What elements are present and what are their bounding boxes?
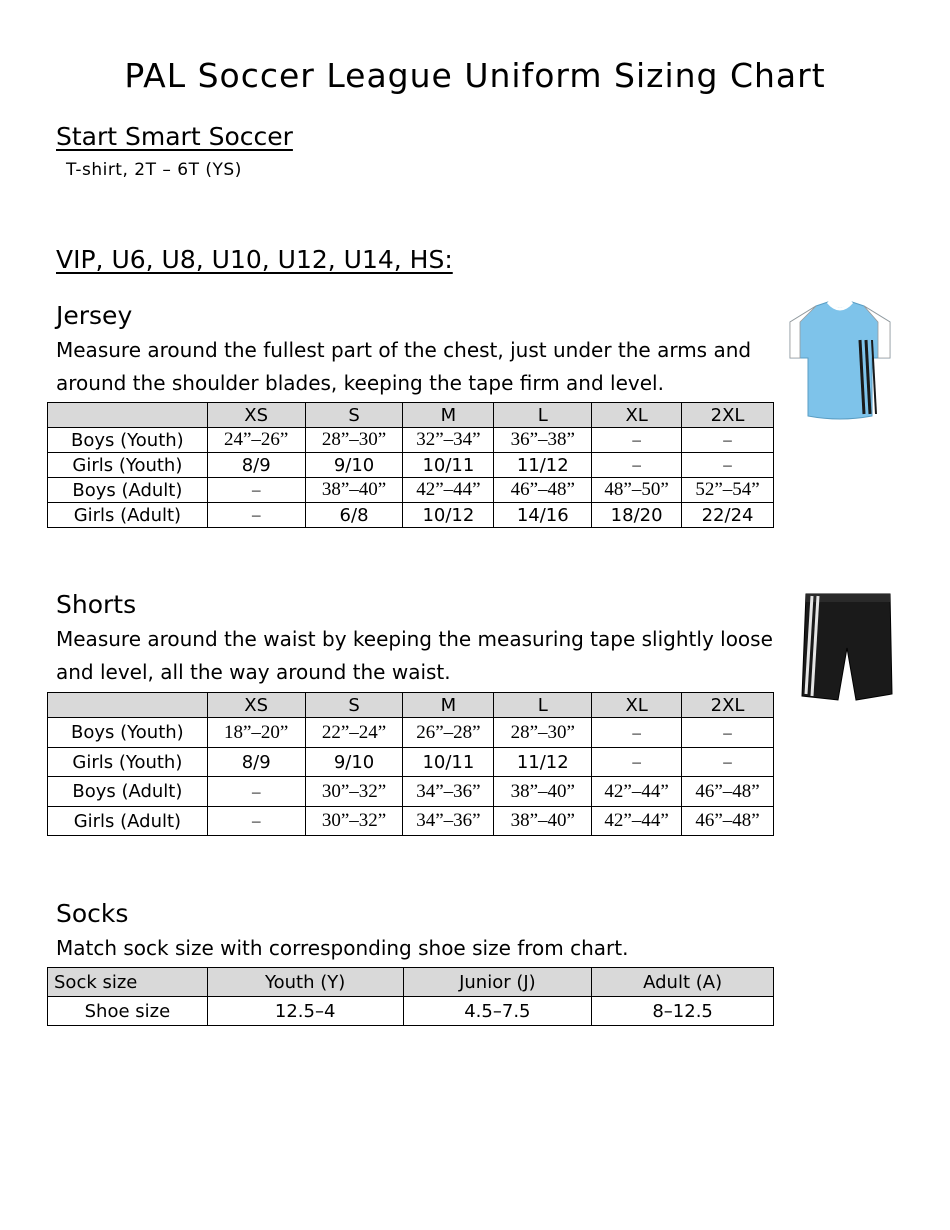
header-cell: L — [494, 693, 592, 718]
table-cell: – — [592, 453, 682, 478]
table-cell: 18”–20” — [207, 718, 305, 748]
shorts-header-row — [48, 693, 774, 718]
table-row — [48, 997, 774, 1026]
jersey-header-row — [48, 403, 774, 428]
table-cell: 42”–44” — [592, 807, 682, 836]
shorts-heading: Shorts — [56, 590, 137, 619]
table-cell: 10/12 — [403, 503, 494, 528]
socks-header-row — [48, 968, 774, 997]
table-cell: – — [207, 807, 305, 836]
row-label: Boys (Adult) — [48, 478, 208, 503]
page-title: PAL Soccer League Uniform Sizing Chart — [124, 56, 826, 95]
table-cell: 48”–50” — [592, 478, 682, 503]
table-row — [48, 503, 774, 528]
table-cell: 22”–24” — [305, 718, 403, 748]
header-cell: Sock size — [48, 968, 208, 997]
header-cell: XS — [207, 693, 305, 718]
table-cell: – — [682, 718, 774, 748]
table-cell: – — [682, 453, 774, 478]
header-cell: M — [403, 403, 494, 428]
table-cell: 9/10 — [305, 453, 403, 478]
table-cell: 14/16 — [494, 503, 592, 528]
table-cell: 52”–54” — [682, 478, 774, 503]
table-cell: 34”–36” — [403, 807, 494, 836]
row-label: Girls (Youth) — [48, 453, 208, 478]
start-smart-subtitle: T-shirt, 2T – 6T (YS) — [66, 160, 242, 180]
table-cell: 28”–30” — [494, 718, 592, 748]
shorts-description: Measure around the waist by keeping the measuring tape slightly loose and level, all the way around the waist. — [56, 627, 773, 684]
table-cell: 10/11 — [403, 748, 494, 777]
header-cell — [48, 693, 208, 718]
row-label: Boys (Youth) — [48, 718, 208, 748]
row-label: Boys (Adult) — [48, 777, 208, 807]
table-cell: 46”–48” — [682, 777, 774, 807]
row-label: Shoe size — [48, 997, 208, 1026]
table-cell: – — [592, 748, 682, 777]
table-cell: – — [592, 428, 682, 453]
table-cell: – — [207, 478, 305, 503]
table-cell: – — [592, 718, 682, 748]
header-cell — [48, 403, 208, 428]
header-cell: L — [494, 403, 592, 428]
table-row — [48, 807, 774, 836]
jersey-description: Measure around the fullest part of the chest, just under the arms and around the shoulder blades, keeping the tape firm and level. — [56, 338, 752, 395]
table-cell: 8/9 — [207, 748, 305, 777]
table-cell: 30”–32” — [305, 807, 403, 836]
table-cell: 22/24 — [682, 503, 774, 528]
header-cell: 2XL — [682, 403, 774, 428]
table-cell: 36”–38” — [494, 428, 592, 453]
table-cell: 24”–26” — [207, 428, 305, 453]
table-cell: 9/10 — [305, 748, 403, 777]
table-cell: 8/9 — [207, 453, 305, 478]
table-row — [48, 478, 774, 503]
table-row — [48, 428, 774, 453]
table-cell: 18/20 — [592, 503, 682, 528]
table-cell: – — [682, 748, 774, 777]
jersey-size-table — [47, 402, 774, 528]
row-label: Boys (Youth) — [48, 428, 208, 453]
jersey-image — [786, 300, 894, 422]
table-cell: 11/12 — [494, 453, 592, 478]
table-cell: 38”–40” — [494, 807, 592, 836]
header-cell: 2XL — [682, 693, 774, 718]
table-cell: – — [682, 428, 774, 453]
row-label: Girls (Youth) — [48, 748, 208, 777]
table-cell: 26”–28” — [403, 718, 494, 748]
socks-size-table — [47, 967, 774, 1026]
header-cell: XL — [592, 403, 682, 428]
table-cell: 38”–40” — [494, 777, 592, 807]
header-cell: Adult (A) — [592, 968, 774, 997]
table-cell: 8–12.5 — [592, 997, 774, 1026]
jersey-heading: Jersey — [56, 301, 133, 330]
header-cell: S — [305, 693, 403, 718]
table-cell: 28”–30” — [305, 428, 403, 453]
table-cell: 11/12 — [494, 748, 592, 777]
header-cell: M — [403, 693, 494, 718]
table-cell: – — [207, 777, 305, 807]
start-smart-heading: Start Smart Soccer — [56, 122, 293, 151]
table-row — [48, 453, 774, 478]
table-cell: 46”–48” — [682, 807, 774, 836]
shorts-image — [800, 590, 894, 706]
table-cell: – — [207, 503, 305, 528]
table-row — [48, 777, 774, 807]
socks-heading: Socks — [56, 899, 129, 928]
table-row — [48, 718, 774, 748]
table-cell: 32”–34” — [403, 428, 494, 453]
table-cell: 42”–44” — [403, 478, 494, 503]
header-cell: XS — [207, 403, 305, 428]
row-label: Girls (Adult) — [48, 503, 208, 528]
table-cell: 30”–32” — [305, 777, 403, 807]
header-cell: S — [305, 403, 403, 428]
table-cell: 46”–48” — [494, 478, 592, 503]
table-row — [48, 748, 774, 777]
divisions-heading: VIP, U6, U8, U10, U12, U14, HS: — [56, 245, 453, 274]
header-cell: Junior (J) — [403, 968, 592, 997]
table-cell: 10/11 — [403, 453, 494, 478]
table-cell: 42”–44” — [592, 777, 682, 807]
shorts-size-table — [47, 692, 774, 836]
table-cell: 12.5–4 — [207, 997, 403, 1026]
table-cell: 34”–36” — [403, 777, 494, 807]
header-cell: Youth (Y) — [207, 968, 403, 997]
header-cell: XL — [592, 693, 682, 718]
row-label: Girls (Adult) — [48, 807, 208, 836]
table-cell: 4.5–7.5 — [403, 997, 592, 1026]
table-cell: 6/8 — [305, 503, 403, 528]
socks-description: Match sock size with corresponding shoe size from chart. — [56, 936, 629, 960]
table-cell: 38”–40” — [305, 478, 403, 503]
